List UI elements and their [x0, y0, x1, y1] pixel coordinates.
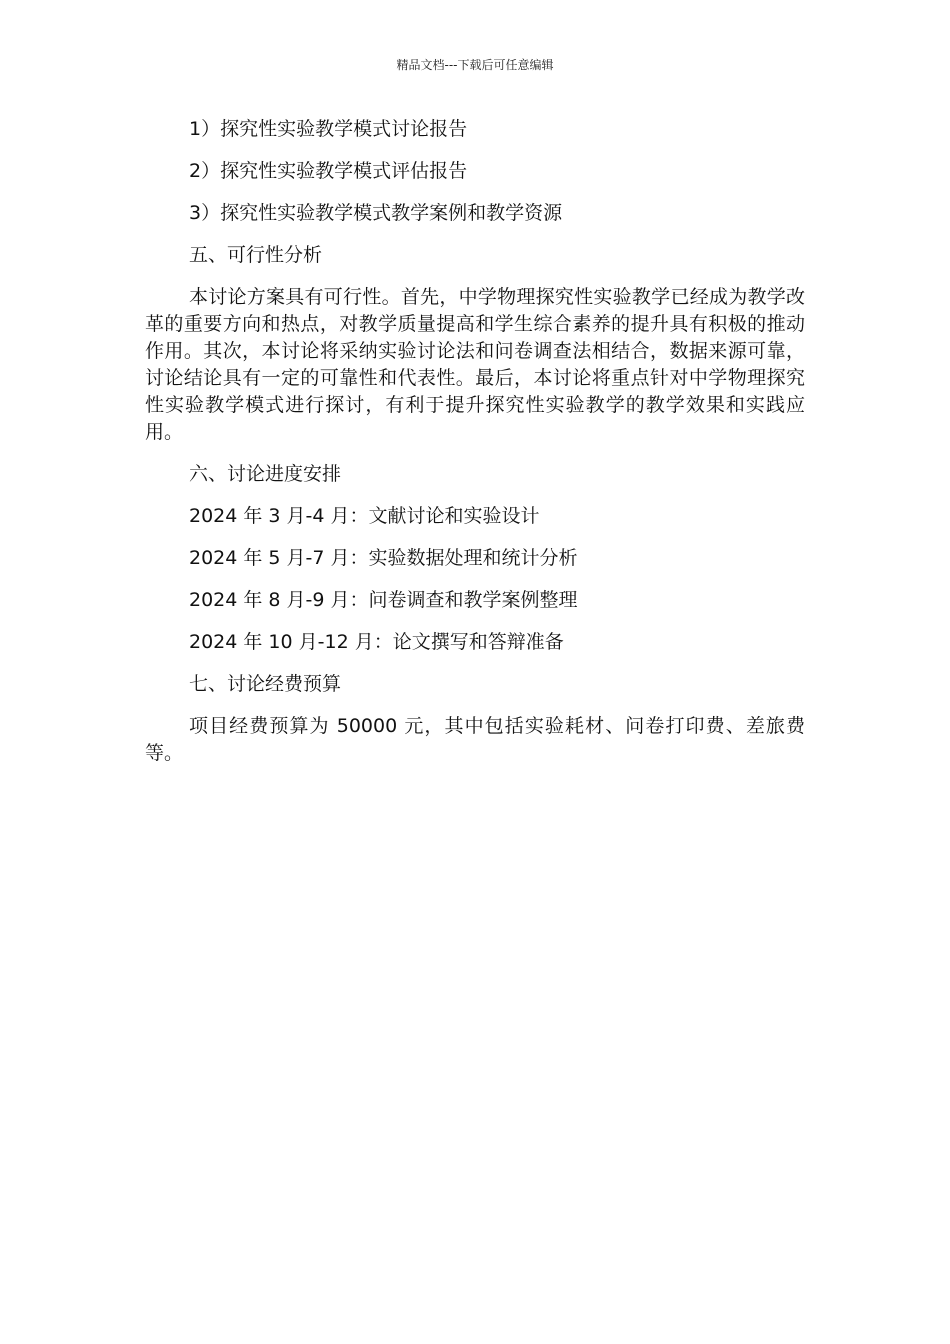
list-item-1: 1）探究性实验教学模式讨论报告 — [189, 118, 468, 140]
list-item-3: 3）探究性实验教学模式教学案例和教学资源 — [189, 202, 563, 224]
budget-paragraph: 项目经费预算为 50000 元，其中包括实验耗材、问卷打印费、差旅费等。 — [145, 715, 805, 764]
schedule-item-2: 2024 年 5 月-7 月：实验数据处理和统计分析 — [189, 547, 578, 569]
section-heading-schedule: 六、讨论进度安排 — [189, 463, 342, 485]
schedule-item-4: 2024 年 10 月-12 月：论文撰写和答辩准备 — [189, 631, 564, 653]
document-body — [145, 116, 805, 782]
section-heading-feasibility: 五、可行性分析 — [189, 244, 323, 266]
feasibility-paragraph: 本讨论方案具有可行性。首先，中学物理探究性实验教学已经成为教学改革的重要方向和热点，对教学质量提高和学生综合素养的提升具有积极的推动作用。其次，本讨论将采纳实验讨论法和问卷调查法相结合，数据来源可靠，讨论结论具有一定的可靠性和代表性。最后，本讨论将重点针对中学物理探究性实验教学模式进行探讨，有利于提升探究性实验教学的教学效果和实践应用。 — [145, 286, 805, 443]
list-item-2: 2）探究性实验教学模式评估报告 — [189, 160, 468, 182]
page-header: 精品文档---下载后可任意编辑 — [396, 58, 554, 72]
schedule-item-3: 2024 年 8 月-9 月：问卷调查和教学案例整理 — [189, 589, 578, 611]
section-heading-budget: 七、讨论经费预算 — [189, 673, 342, 695]
schedule-item-1: 2024 年 3 月-4 月：文献讨论和实验设计 — [189, 505, 540, 527]
